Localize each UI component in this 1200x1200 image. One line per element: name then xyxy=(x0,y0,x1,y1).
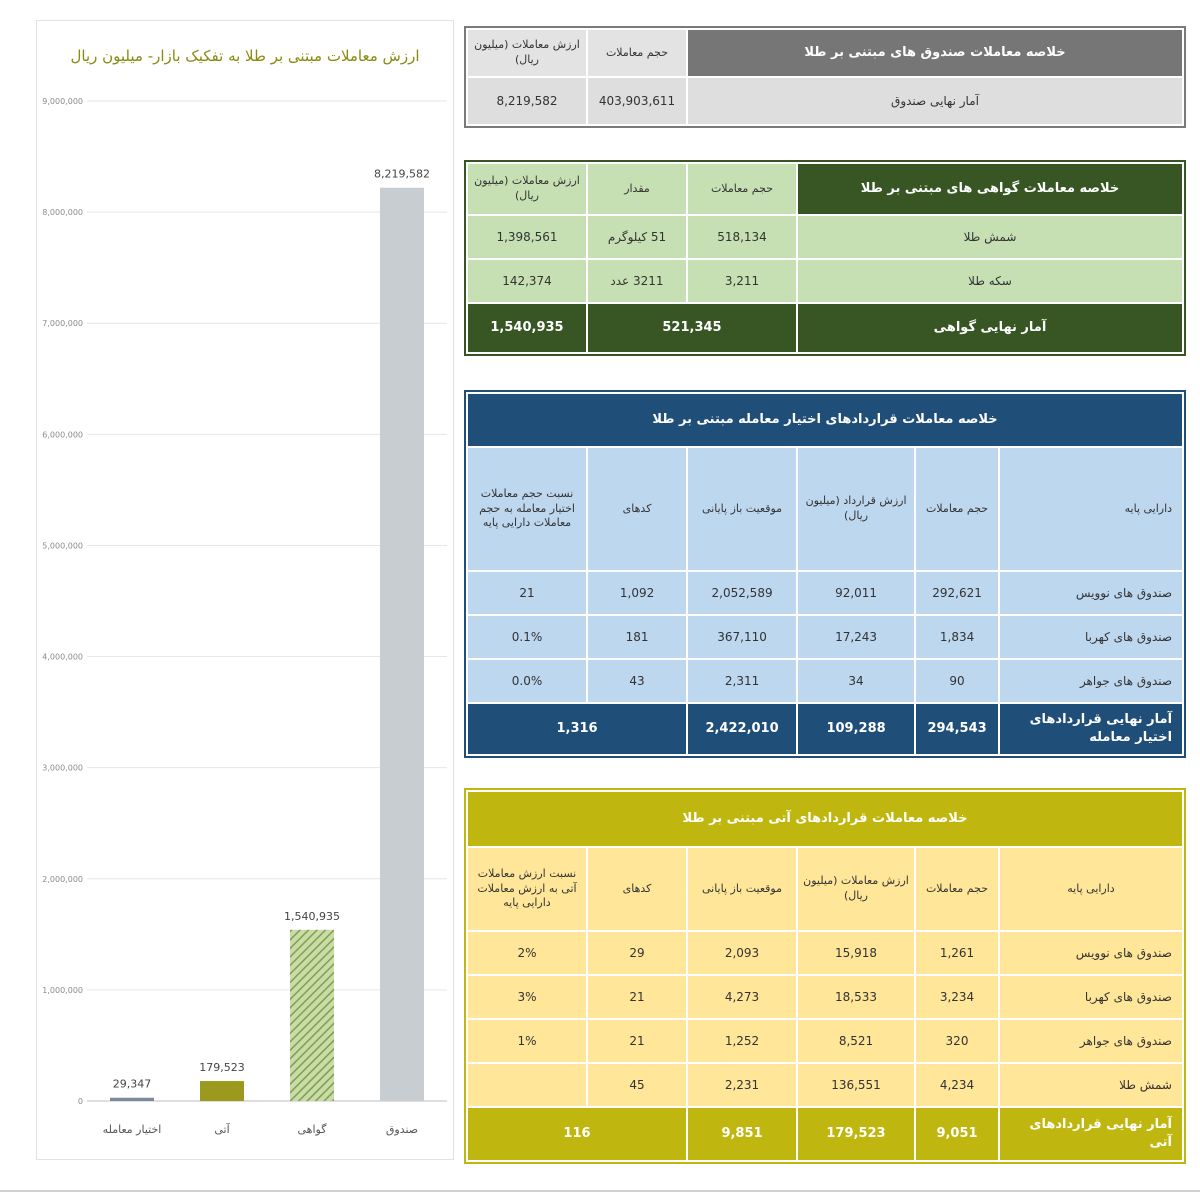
funds-header-value: ارزش معاملات (میلیون ریال) xyxy=(467,29,587,77)
futures-table-title: خلاصه معاملات قراردادهای آتی مبتنی بر طلا xyxy=(467,791,1183,847)
bar xyxy=(380,188,424,1101)
option-header-value: ارزش قرارداد (میلیون ریال) xyxy=(797,447,915,571)
y-tick-label: 8,000,000 xyxy=(42,208,83,218)
option-row-value: 17,243 xyxy=(797,615,915,659)
option-total-label: آمار نهایی قراردادهای اختیار معامله xyxy=(999,703,1183,755)
y-tick-label: 4,000,000 xyxy=(42,652,83,662)
option-header-asset: دارایی پایه xyxy=(999,447,1183,571)
option-row-open-positions: 367,110 xyxy=(687,615,797,659)
funds-header-volume: حجم معاملات xyxy=(587,29,687,77)
option-row-ratio: 0.0% xyxy=(467,659,587,703)
option-row-open-positions: 2,311 xyxy=(687,659,797,703)
option-row-ratio: 0.1% xyxy=(467,615,587,659)
chart-title: ارزش معاملات مبتنی بر طلا به تفکیک بازار- میلیون ریال xyxy=(70,47,420,65)
table-row xyxy=(467,615,1183,659)
certificates-row-value: 142,374 xyxy=(467,259,587,303)
futures-row-ratio: 1% xyxy=(467,1019,587,1063)
option-summary-table xyxy=(466,392,1184,756)
table-row xyxy=(467,215,1183,259)
futures-row-label: شمش طلا xyxy=(999,1063,1183,1107)
futures-row-ratio xyxy=(467,1063,587,1107)
futures-total-volume: 9,051 xyxy=(915,1107,999,1161)
funds-summary-table xyxy=(466,28,1184,126)
y-tick-label: 1,000,000 xyxy=(42,985,83,995)
option-row-ratio: 21 xyxy=(467,571,587,615)
futures-row-value: 8,521 xyxy=(797,1019,915,1063)
certificates-header-volume: حجم معاملات xyxy=(687,163,797,215)
table-row xyxy=(467,1019,1183,1063)
futures-summary-table xyxy=(466,790,1184,1162)
table-row xyxy=(467,931,1183,975)
certificates-total-label: آمار نهایی گواهی xyxy=(797,303,1183,353)
futures-row-codes: 29 xyxy=(587,931,687,975)
y-tick-label: 0 xyxy=(77,1097,83,1106)
table-row xyxy=(467,259,1183,303)
futures-row-volume: 3,234 xyxy=(915,975,999,1019)
data-label: 1,540,935 xyxy=(284,909,340,923)
option-header-volume: حجم معاملات xyxy=(915,447,999,571)
option-total-codes: 1,316 xyxy=(467,703,687,755)
option-row-volume: 90 xyxy=(915,659,999,703)
option-row-value: 34 xyxy=(797,659,915,703)
futures-row-ratio: 3% xyxy=(467,975,587,1019)
certificates-row-label: سکه طلا xyxy=(797,259,1183,303)
futures-total-label: آمار نهایی قراردادهای آتی xyxy=(999,1107,1183,1161)
option-row-volume: 1,834 xyxy=(915,615,999,659)
data-label: 179,523 xyxy=(199,1061,245,1075)
futures-total-open-positions: 9,851 xyxy=(687,1107,797,1161)
futures-row-open-positions: 1,252 xyxy=(687,1019,797,1063)
option-row-label: صندوق های جواهر xyxy=(999,659,1183,703)
option-total-open-positions: 2,422,010 xyxy=(687,703,797,755)
futures-total-value: 179,523 xyxy=(797,1107,915,1161)
certificates-row-volume: 518,134 xyxy=(687,215,797,259)
funds-row-value: 8,219,582 xyxy=(467,77,587,125)
option-row-open-positions: 2,052,589 xyxy=(687,571,797,615)
certificates-total-volume: 521,345 xyxy=(587,303,797,353)
data-label: 8,219,582 xyxy=(374,167,430,181)
option-header-ratio: نسبت حجم معاملات اختیار معامله به حجم معاملات دارایی پایه xyxy=(467,447,587,571)
option-header-open-positions: موقعیت باز پایانی xyxy=(687,447,797,571)
futures-header-open-positions: موقعیت باز پایانی xyxy=(687,847,797,931)
table-row xyxy=(467,659,1183,703)
futures-row-volume: 1,261 xyxy=(915,931,999,975)
futures-header-asset: دارایی پایه xyxy=(999,847,1183,931)
y-tick-label: 9,000,000 xyxy=(42,97,83,106)
futures-row-volume: 320 xyxy=(915,1019,999,1063)
futures-header-ratio: نسبت ارزش معاملات آتی به ارزش معاملات دارایی پایه xyxy=(467,847,587,931)
certificates-row-volume: 3,211 xyxy=(687,259,797,303)
option-row-label: صندوق های نوویس xyxy=(999,571,1183,615)
futures-header-codes: کدهای xyxy=(587,847,687,931)
option-row-value: 92,011 xyxy=(797,571,915,615)
bar xyxy=(110,1098,154,1101)
option-total-volume: 294,543 xyxy=(915,703,999,755)
futures-row-label: صندوق های جواهر xyxy=(999,1019,1183,1063)
futures-row-value: 18,533 xyxy=(797,975,915,1019)
futures-row-codes: 21 xyxy=(587,975,687,1019)
certificates-row-unit: 51 کیلوگرم xyxy=(587,215,687,259)
option-row-codes: 181 xyxy=(587,615,687,659)
futures-row-volume: 4,234 xyxy=(915,1063,999,1107)
x-tick-label: صندوق xyxy=(385,1123,419,1136)
futures-row-open-positions: 4,273 xyxy=(687,975,797,1019)
table-row xyxy=(467,975,1183,1019)
divider xyxy=(0,1190,1200,1192)
futures-row-open-positions: 2,231 xyxy=(687,1063,797,1107)
futures-header-volume: حجم معاملات xyxy=(915,847,999,931)
futures-row-value: 136,551 xyxy=(797,1063,915,1107)
funds-row-label: آمار نهایی صندوق xyxy=(687,77,1183,125)
x-tick-label: اختیار معامله xyxy=(102,1123,162,1136)
chart-panel xyxy=(36,20,454,1160)
bar-chart xyxy=(37,21,455,1161)
option-table-title: خلاصه معاملات قراردادهای اختیار معامله مبتنی بر طلا xyxy=(467,393,1183,447)
bar xyxy=(200,1081,244,1101)
option-row-codes: 43 xyxy=(587,659,687,703)
option-total-value: 109,288 xyxy=(797,703,915,755)
y-tick-label: 3,000,000 xyxy=(42,763,83,773)
certificates-row-value: 1,398,561 xyxy=(467,215,587,259)
x-tick-label: آتی xyxy=(214,1123,230,1136)
option-row-volume: 292,621 xyxy=(915,571,999,615)
y-tick-label: 5,000,000 xyxy=(42,541,83,551)
certificates-row-unit: 3211 عدد xyxy=(587,259,687,303)
funds-table-title: خلاصه معاملات صندوق های مبتنی بر طلا xyxy=(687,29,1183,77)
futures-row-label: صندوق های نوویس xyxy=(999,931,1183,975)
futures-header-value: ارزش معاملات (میلیون ریال) xyxy=(797,847,915,931)
futures-row-codes: 21 xyxy=(587,1019,687,1063)
bar xyxy=(290,930,334,1101)
y-tick-label: 2,000,000 xyxy=(42,874,83,884)
funds-row-volume: 403,903,611 xyxy=(587,77,687,125)
table-row xyxy=(467,1063,1183,1107)
certificates-header-value: ارزش معاملات (میلیون ریال) xyxy=(467,163,587,215)
futures-row-ratio: 2% xyxy=(467,931,587,975)
certificates-summary-table xyxy=(466,162,1184,354)
data-label: 29,347 xyxy=(112,1077,152,1091)
certificates-header-unit: مقدار xyxy=(587,163,687,215)
futures-row-open-positions: 2,093 xyxy=(687,931,797,975)
certificates-total-value: 1,540,935 xyxy=(467,303,587,353)
certificates-row-label: شمش طلا xyxy=(797,215,1183,259)
y-tick-label: 6,000,000 xyxy=(42,430,83,440)
futures-row-label: صندوق های کهربا xyxy=(999,975,1183,1019)
x-tick-label: گواهی xyxy=(297,1123,327,1136)
certificates-table-title: خلاصه معاملات گواهی های مبتنی بر طلا xyxy=(797,163,1183,215)
futures-total-codes: 116 xyxy=(467,1107,687,1161)
option-row-codes: 1,092 xyxy=(587,571,687,615)
futures-row-value: 15,918 xyxy=(797,931,915,975)
futures-row-codes: 45 xyxy=(587,1063,687,1107)
option-row-label: صندوق های کهربا xyxy=(999,615,1183,659)
table-row xyxy=(467,571,1183,615)
option-header-codes: کدهای xyxy=(587,447,687,571)
y-tick-label: 7,000,000 xyxy=(42,319,83,329)
